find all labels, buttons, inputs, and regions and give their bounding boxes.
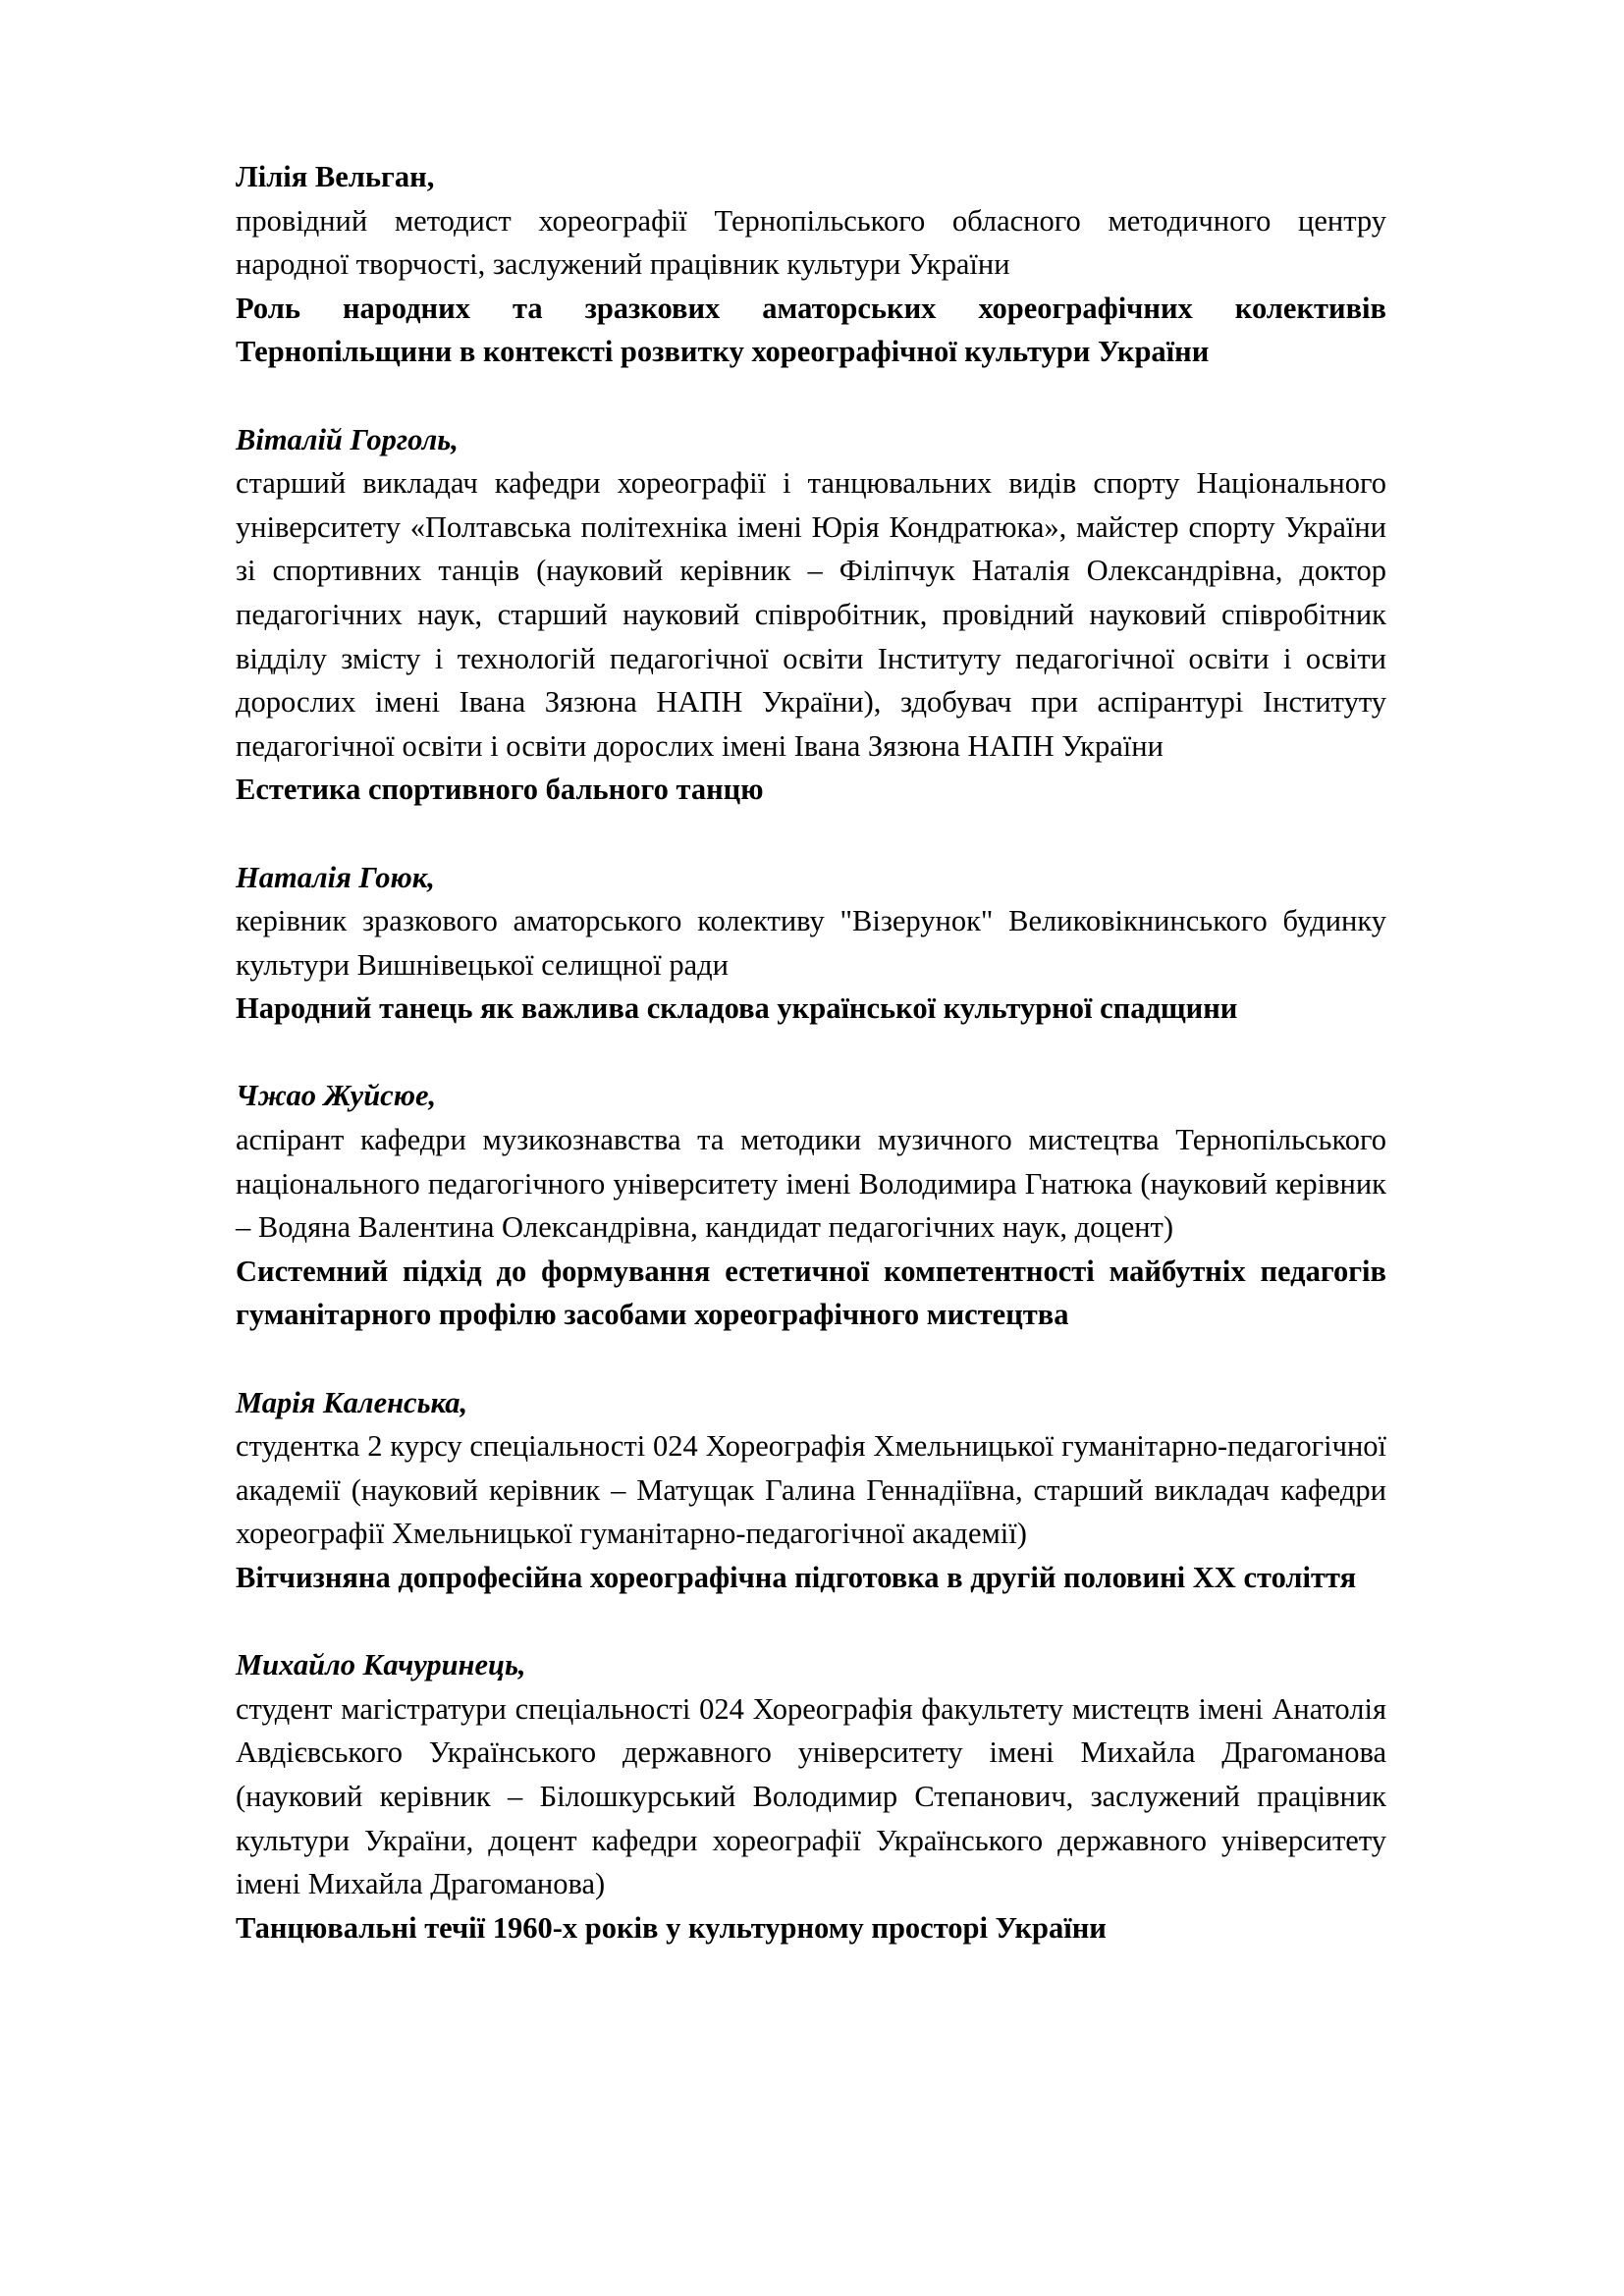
speaker-description: провідний методист хореографії Тернопільського обласного методичного центру народної творчості, заслужений працівник культури України (236, 203, 1386, 282)
speaker-entry (236, 418, 1386, 812)
speaker-entry (236, 1074, 1386, 1337)
speaker-name: Михайло Качуринець, (236, 1648, 526, 1682)
speaker-description: студент магістратури спеціальності 024 Хореографія факультету мистецтв імені Анатолія Авдієвського Українського державного університету імені Михайла Драгоманова (науковий керівник – Білошкурський Володимир Степанович, заслужений працівник культури України, доцент кафедри хореографії Українського державного університету імені Михайла Драгоманова) (236, 1691, 1386, 1901)
talk-topic: Естетика спортивного бального танцю (236, 773, 764, 807)
speaker-name: Марія Каленська, (236, 1385, 468, 1419)
talk-topic: Роль народних та зразкових аматорських хореографічних колективів Тернопільщини в контексті розвитку хореографічної культури України (236, 291, 1386, 369)
speaker-entry (236, 1381, 1386, 1600)
speaker-entry (236, 1643, 1386, 1949)
speaker-name: Віталій Горголь, (236, 422, 459, 456)
speaker-entry (236, 155, 1386, 374)
speaker-name: Чжао Жуйсюе, (236, 1079, 437, 1113)
speaker-description: студентка 2 курсу спеціальності 024 Хореографія Хмельницької гуманітарно-педагогічної академії (науковий керівник – Матущак Галина Геннадіївна, старший викладач кафедри хореографії Хмельницької гуманітарно-педагогічної академії) (236, 1429, 1386, 1551)
speaker-name: Лілія Вельган, (236, 160, 435, 193)
speaker-entry (236, 856, 1386, 1031)
talk-topic: Вітчизняна допрофесійна хореографічна підготовка в другій половині ХХ століття (236, 1561, 1357, 1594)
speaker-description: старший викладач кафедри хореографії і танцювальних видів спорту Національного університету «Полтавська політехніка імені Юрія Кондратюка», майстер спорту України зі спортивних танців (науковий керівник – Філіпчук Наталія Олександрівна, доктор педагогічних наук, старший науковий співробітник, провідний науковий співробітник відділу змісту і технологій педагогічної освіти Інституту педагогічної освіти і освіти дорослих імені Івана Зязюна НАПН України), здобувач при аспірантурі Інституту педагогічної освіти і освіти дорослих імені Івана Зязюна НАПН України (236, 466, 1386, 763)
speaker-description: керівник зразкового аматорського колективу "Візерунок" Великовікнинського будинку культури Вишнівецької селищної ради (236, 904, 1386, 982)
talk-topic: Танцювальні течії 1960-х років у культурному просторі України (236, 1910, 1107, 1945)
speaker-name: Наталія Гоюк, (236, 860, 435, 894)
talk-topic: Народний танець як важлива складова української культурної спадщини (236, 991, 1238, 1026)
talk-topic: Системний підхід до формування естетичної компетентності майбутніх педагогів гуманітарного профілю засобами хореографічного мистецтва (236, 1254, 1386, 1332)
speaker-description: аспірант кафедри музикознавства та методики музичного мистецтва Тернопільського національного педагогічного університету імені Володимира Гнатюка (науковий керівник – Водяна Валентина Олександрівна, кандидат педагогічних наук, доцент) (236, 1123, 1386, 1245)
